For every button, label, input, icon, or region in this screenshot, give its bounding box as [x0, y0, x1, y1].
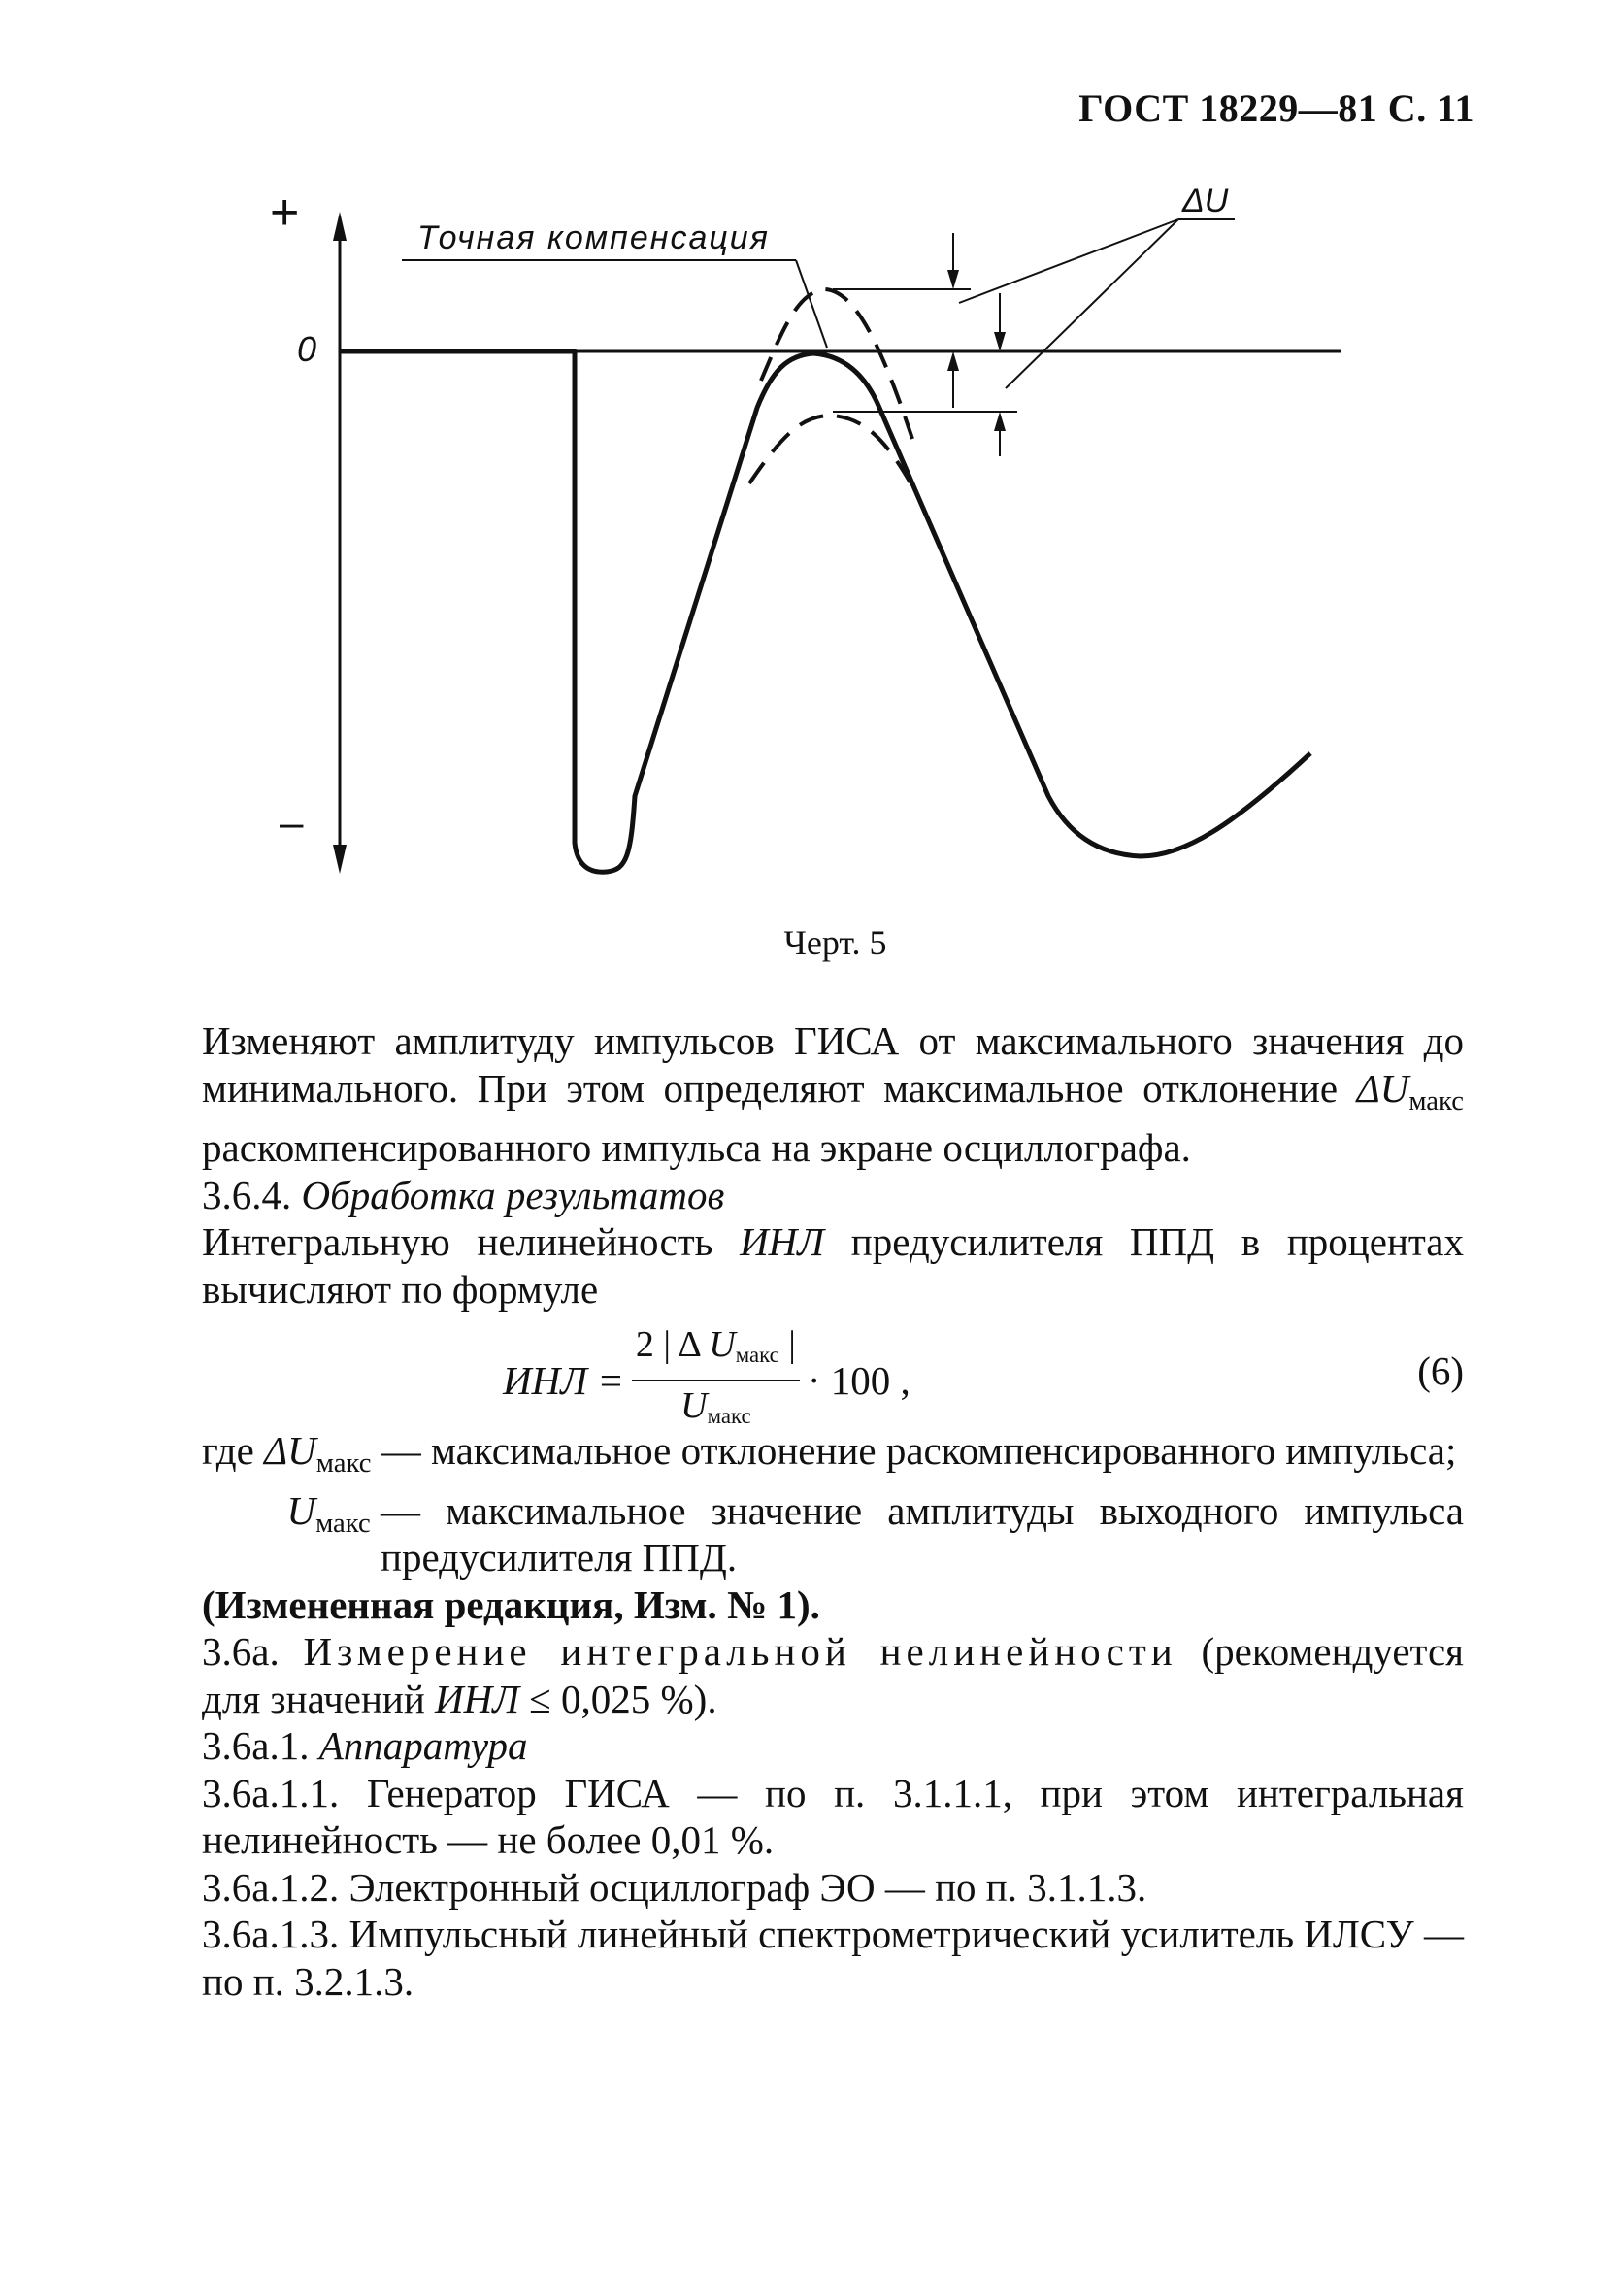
- legend-def-delta-u: — максимальное отклонение раскомпенсированного импульса;: [381, 1428, 1457, 1473]
- para1-subscript: макс: [1408, 1084, 1464, 1116]
- delta-arrowhead-2: [947, 351, 959, 371]
- section-3-6a-1-heading: [202, 1722, 1464, 1770]
- formula-den-symbol: U: [680, 1385, 708, 1426]
- legend-delta-u-subscript: макс: [315, 1447, 372, 1479]
- delta-leader-line-2: [1006, 219, 1178, 388]
- pulse-curve-exact: [340, 351, 1310, 872]
- axis-plus-label: +: [270, 184, 300, 241]
- paragraph-inl-formula-intro: [202, 1218, 1464, 1313]
- exact-compensation-label: Точная компенсация: [417, 219, 770, 256]
- paragraph-amplitude: [202, 1017, 1464, 1172]
- legend-u-symbol: U: [286, 1487, 316, 1533]
- axis-arrow-down: [333, 845, 347, 874]
- delta-arrowhead-1: [947, 270, 959, 289]
- legend-delta-u-symbol: ΔU: [264, 1428, 316, 1473]
- formula-num-subscript: макс: [735, 1343, 779, 1367]
- formula-expression: [503, 1322, 910, 1439]
- legend-where-word: где: [202, 1428, 265, 1473]
- formula-numerator: [632, 1322, 800, 1381]
- delta-leader-line-1: [959, 219, 1178, 303]
- para2-text-a: Интегральную нелинейность: [202, 1219, 741, 1264]
- section-3-6a-1-number: 3.6а.1.: [202, 1723, 319, 1768]
- formula-denominator: [680, 1381, 750, 1439]
- section-3-6-4-heading: [202, 1172, 1464, 1219]
- item-3-6a-1-2: 3.6а.1.2. Электронный осциллограф ЭО — по п. 3.1.1.3.: [202, 1864, 1147, 1910]
- delta-arrowhead-3: [994, 332, 1006, 351]
- figure-caption: Черт. 5: [783, 923, 887, 962]
- item-3-6a-1-3: 3.6а.1.3. Импульсный линейный спектрометрический усилитель ИЛСУ — по п. 3.2.1.3.: [202, 1912, 1464, 2004]
- para2-text-b: предусилителя ППД в процентах вычисляют по формуле: [202, 1219, 1464, 1312]
- legend-term-u-max: [202, 1487, 381, 1581]
- pulse-diagram: [0, 0, 1622, 990]
- formula-num-pre: 2 | Δ: [635, 1324, 710, 1365]
- figure-5: [0, 0, 1622, 990]
- formula-fraction: [632, 1322, 800, 1439]
- delta-u-label: ΔU: [1182, 183, 1229, 219]
- para1-text-b: раскомпенсированного импульса на экране осциллографа.: [202, 1125, 1191, 1170]
- formula-6: [202, 1313, 1464, 1427]
- section-3-6a-title: Измерение интегральной нелинейности: [303, 1629, 1177, 1674]
- legend-row-u-max: [202, 1487, 1464, 1581]
- legend-def-u-max: — максимальное значение амплитуды выходного импульса предусилителя ППД.: [381, 1487, 1464, 1580]
- formula-lhs: ИНЛ =: [503, 1357, 624, 1403]
- axis-arrow-up: [333, 212, 347, 241]
- para2-abbr: ИНЛ: [740, 1219, 825, 1264]
- section-3-6-4-title: Обработка результатов: [301, 1172, 725, 1217]
- formula-num-symbol: U: [709, 1324, 736, 1365]
- axis-minus-label: –: [280, 799, 304, 847]
- amendment-note: (Измененная редакция, Изм. № 1).: [202, 1581, 820, 1627]
- formula-number: (6): [1417, 1348, 1464, 1393]
- section-3-6a-rest-b: ≤ 0,025 %).: [519, 1676, 717, 1721]
- section-3-6-4-number: 3.6.4.: [202, 1172, 302, 1217]
- section-3-6a-heading: [202, 1628, 1464, 1722]
- formula-legend: [202, 1427, 1464, 1581]
- formula-num-post: |: [778, 1324, 796, 1365]
- section-3-6a-rest-a: (рекомендуется для значений: [202, 1629, 1465, 1721]
- para1-symbol: ΔU: [1356, 1065, 1409, 1111]
- formula-rhs: · 100 ,: [807, 1357, 910, 1403]
- item-3-6a-1-1: 3.6а.1.1. Генератор ГИСА — по п. 3.1.1.1, при этом интегральная нелинейность — не более 0,01 %.: [202, 1770, 1464, 1862]
- formula-den-subscript: макс: [707, 1404, 751, 1428]
- legend-term-delta-u: [202, 1427, 381, 1487]
- pulse-curve-lower-dashed: [749, 416, 918, 497]
- para1-text-a: Изменяют амплитуду импульсов ГИСА от максимального значения до минимального. При этом определяют максимальное отклонение: [202, 1018, 1464, 1111]
- section-3-6a-1-title: Аппаратура: [318, 1723, 528, 1768]
- section-3-6a-number: 3.6а.: [202, 1629, 304, 1674]
- section-3-6a-abbr: ИНЛ: [435, 1676, 520, 1721]
- legend-u-subscript: макс: [315, 1507, 371, 1539]
- delta-arrowhead-4: [994, 412, 1006, 431]
- body-text: [202, 1017, 1464, 2005]
- page-header: ГОСТ 18229—81 С. 11: [1078, 86, 1474, 130]
- axis-zero-label: 0: [297, 329, 317, 369]
